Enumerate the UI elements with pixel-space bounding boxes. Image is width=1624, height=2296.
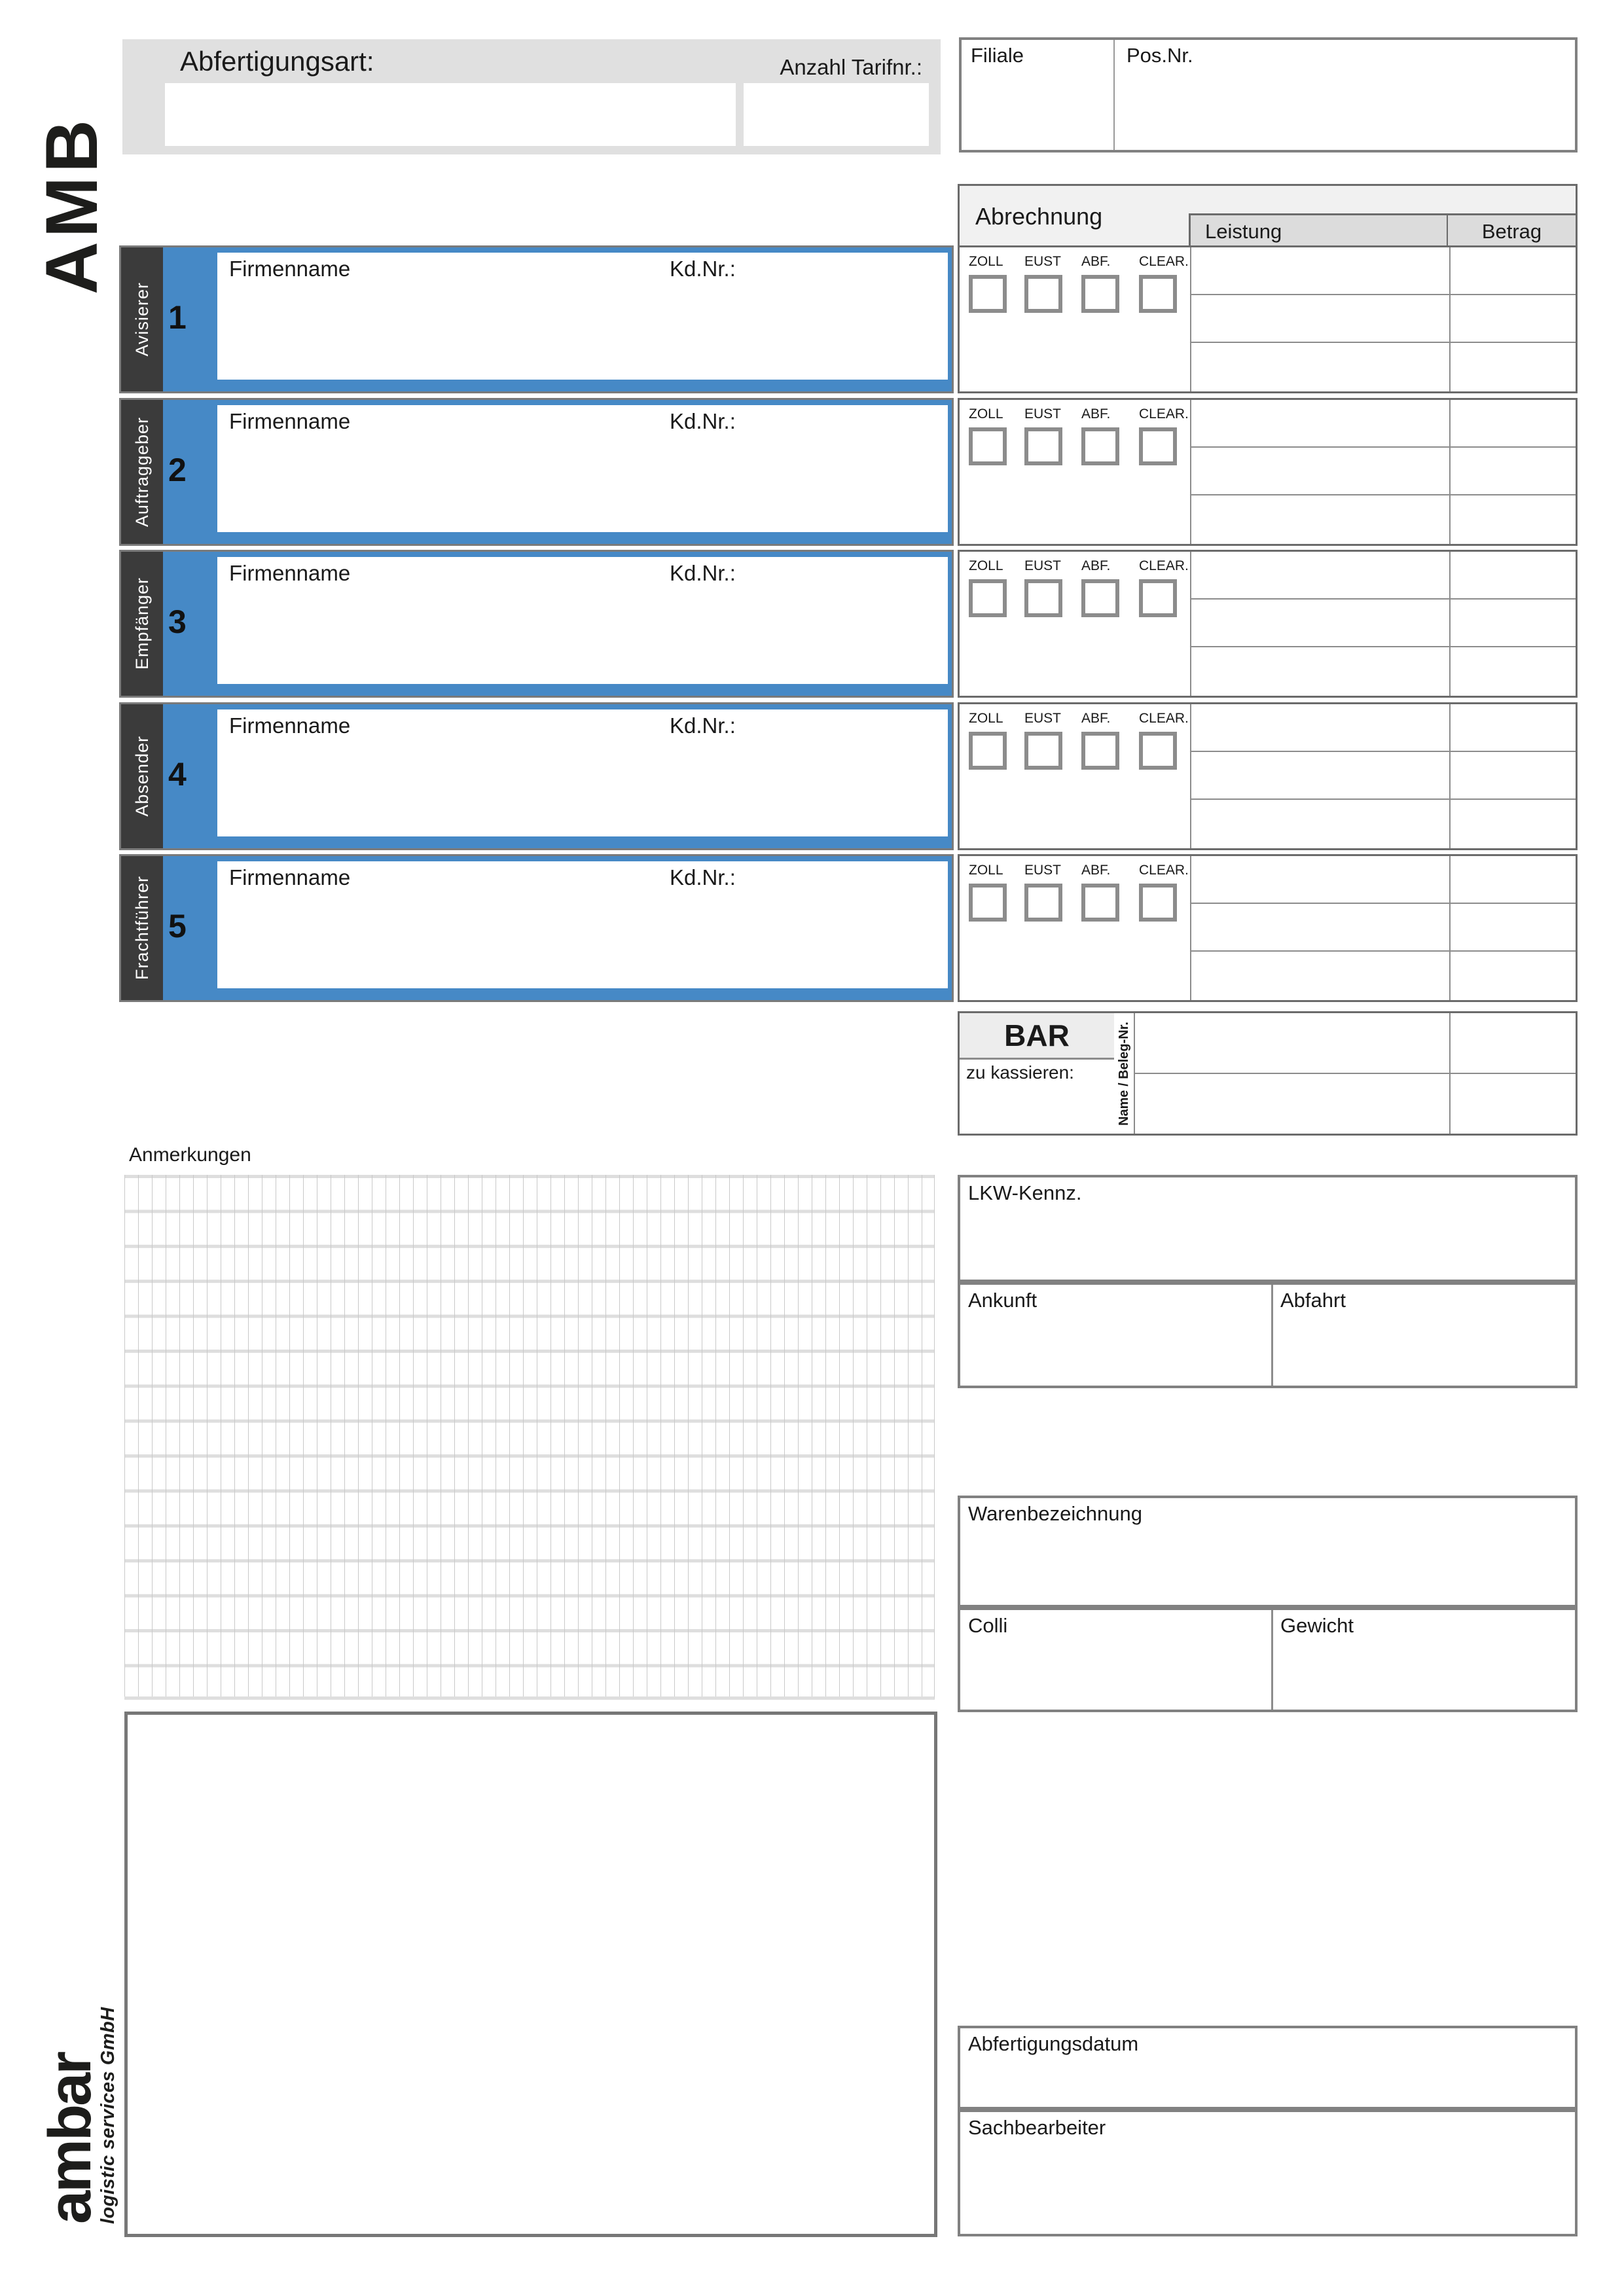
party-role-tab: Frachtführer (121, 856, 163, 1000)
gewicht-label: Gewicht (1280, 1614, 1354, 1637)
checkbox-zoll[interactable] (969, 732, 1007, 770)
checkbox-zone (960, 552, 1191, 696)
anmerkungen-grid[interactable] (124, 1175, 935, 1700)
zoll-label: ZOLL (969, 711, 1003, 726)
checkbox-zone (960, 704, 1191, 848)
name-beleg-strip: Name / Beleg-Nr. (1114, 1013, 1135, 1134)
party-role-tab: Empfänger (121, 552, 163, 696)
header-band (122, 39, 941, 154)
sachbearbeiter-label: Sachbearbeiter (968, 2116, 1106, 2139)
party-address-input[interactable] (217, 861, 948, 988)
leistung-betrag-rows[interactable] (1191, 552, 1576, 696)
kdnr-label: Kd.Nr.: (670, 409, 736, 433)
abfertigungsart-input[interactable] (165, 83, 736, 146)
firmenname-label: Firmenname (229, 257, 351, 281)
bar-section (958, 1011, 1578, 1136)
party-billing-empfaenger (958, 550, 1578, 698)
checkbox-eust[interactable] (1024, 884, 1062, 922)
party-number: 3 (168, 603, 187, 641)
ambar-logo-subtext: logistic services GmbH (98, 2007, 118, 2224)
colli-gewicht-fields[interactable] (958, 1607, 1578, 1712)
kdnr-label: Kd.Nr.: (670, 713, 736, 738)
ankunft-abfahrt-divider (1271, 1285, 1273, 1386)
party-billing-absender (958, 702, 1578, 850)
party-number: 2 (168, 452, 187, 489)
party-billing-avisierer (958, 245, 1578, 393)
clear-label: CLEAR. (1139, 711, 1189, 726)
party-number: 1 (168, 299, 187, 336)
lkw-kennz-label: LKW-Kennz. (968, 1181, 1082, 1204)
party-section-empfaenger (119, 550, 954, 698)
amb-logo: AMB (31, 115, 113, 295)
abf-label: ABF. (1081, 711, 1111, 726)
party-address-input[interactable] (217, 405, 948, 532)
checkbox-abf[interactable] (1081, 884, 1119, 922)
party-role-tab: Auftraggeber (121, 400, 163, 544)
abfertigungsdatum-field[interactable] (958, 2026, 1578, 2109)
checkbox-abf[interactable] (1081, 579, 1119, 617)
party-address-input[interactable] (217, 557, 948, 684)
checkbox-zoll[interactable] (969, 579, 1007, 617)
checkbox-zoll[interactable] (969, 884, 1007, 922)
abrechnung-subheader (1189, 213, 1576, 247)
abf-label: ABF. (1081, 558, 1111, 573)
checkbox-eust[interactable] (1024, 427, 1062, 465)
filiale-label: Filiale (971, 44, 1024, 67)
kdnr-label: Kd.Nr.: (670, 257, 736, 281)
checkbox-clear[interactable] (1139, 275, 1177, 313)
firmenname-label: Firmenname (229, 865, 351, 889)
zoll-label: ZOLL (969, 254, 1003, 269)
party-billing-frachtfuehrer (958, 854, 1578, 1002)
checkbox-abf[interactable] (1081, 732, 1119, 770)
party-role-tab: Absender (121, 704, 163, 848)
betrag-column-header: Betrag (1447, 215, 1576, 247)
leistung-betrag-rows[interactable] (1191, 247, 1576, 391)
anzahl-tarifnr-label: Anzahl Tarifnr.: (780, 55, 922, 79)
filiale-posnr-divider (1113, 40, 1115, 150)
zu-kassieren-label: zu kassieren: (966, 1062, 1074, 1083)
checkbox-zone (960, 400, 1191, 544)
warenbezeichnung-label: Warenbezeichnung (968, 1502, 1142, 1525)
warenbezeichnung-field[interactable] (958, 1496, 1578, 1607)
party-billing-auftraggeber (958, 398, 1578, 546)
leistung-column-header: Leistung (1205, 219, 1282, 243)
clear-label: CLEAR. (1139, 863, 1189, 878)
clear-label: CLEAR. (1139, 558, 1189, 573)
checkbox-zoll[interactable] (969, 275, 1007, 313)
checkbox-clear[interactable] (1139, 427, 1177, 465)
bar-title: BAR (960, 1013, 1114, 1058)
bar-rows[interactable] (1134, 1013, 1576, 1134)
checkbox-clear[interactable] (1139, 732, 1177, 770)
ambar-logo-text: ambar (37, 2053, 103, 2224)
eust-label: EUST (1024, 558, 1062, 573)
firmenname-label: Firmenname (229, 561, 351, 585)
abfahrt-label: Abfahrt (1280, 1289, 1346, 1312)
abf-label: ABF. (1081, 254, 1111, 269)
abf-label: ABF. (1081, 863, 1111, 878)
abrechnung-title: Abrechnung (975, 203, 1103, 230)
party-number: 5 (168, 908, 187, 945)
kdnr-label: Kd.Nr.: (670, 865, 736, 889)
checkbox-clear[interactable] (1139, 579, 1177, 617)
firmenname-label: Firmenname (229, 713, 351, 738)
zu-kassieren-field[interactable] (960, 1058, 1114, 1134)
abfertigungsart-label: Abfertigungsart: (180, 46, 374, 77)
checkbox-eust[interactable] (1024, 579, 1062, 617)
clear-label: CLEAR. (1139, 254, 1189, 269)
zoll-label: ZOLL (969, 558, 1003, 573)
posnr-label: Pos.Nr. (1127, 44, 1193, 67)
free-notes-box[interactable] (124, 1712, 937, 2237)
abf-label: ABF. (1081, 406, 1111, 422)
ambar-logo (37, 2007, 119, 2224)
party-section-frachtfuehrer (119, 854, 954, 1002)
eust-label: EUST (1024, 711, 1062, 726)
colli-gewicht-divider (1271, 1610, 1273, 1710)
checkbox-abf[interactable] (1081, 275, 1119, 313)
anzahl-tarifnr-input[interactable] (744, 83, 929, 146)
filiale-posnr-box[interactable] (959, 37, 1578, 152)
anmerkungen-label: Anmerkungen (129, 1144, 251, 1166)
party-address-input[interactable] (217, 253, 948, 380)
checkbox-eust[interactable] (1024, 732, 1062, 770)
party-section-auftraggeber (119, 398, 954, 546)
abrechnung-header (958, 184, 1578, 249)
checkbox-abf[interactable] (1081, 427, 1119, 465)
checkbox-zoll[interactable] (969, 427, 1007, 465)
checkbox-zone (960, 856, 1191, 1000)
party-section-absender (119, 702, 954, 850)
colli-label: Colli (968, 1614, 1008, 1637)
clear-label: CLEAR. (1139, 406, 1189, 422)
zoll-label: ZOLL (969, 406, 1003, 422)
leistung-betrag-rows[interactable] (1191, 400, 1576, 544)
zoll-label: ZOLL (969, 863, 1003, 878)
kdnr-label: Kd.Nr.: (670, 561, 736, 585)
leistung-betrag-rows[interactable] (1191, 856, 1576, 1000)
checkbox-eust[interactable] (1024, 275, 1062, 313)
party-role-tab: Avisierer (121, 247, 163, 391)
ankunft-abfahrt-fields[interactable] (958, 1282, 1578, 1388)
eust-label: EUST (1024, 254, 1062, 269)
checkbox-zone (960, 247, 1191, 391)
checkbox-clear[interactable] (1139, 884, 1177, 922)
sachbearbeiter-field[interactable] (958, 2109, 1578, 2236)
leistung-betrag-rows[interactable] (1191, 704, 1576, 848)
party-section-avisierer (119, 245, 954, 393)
eust-label: EUST (1024, 406, 1062, 422)
lkw-kennz-field[interactable] (958, 1175, 1578, 1282)
party-address-input[interactable] (217, 709, 948, 836)
eust-label: EUST (1024, 863, 1062, 878)
party-number: 4 (168, 756, 187, 793)
abfertigungsdatum-label: Abfertigungsdatum (968, 2032, 1139, 2055)
ankunft-label: Ankunft (968, 1289, 1038, 1312)
firmenname-label: Firmenname (229, 409, 351, 433)
